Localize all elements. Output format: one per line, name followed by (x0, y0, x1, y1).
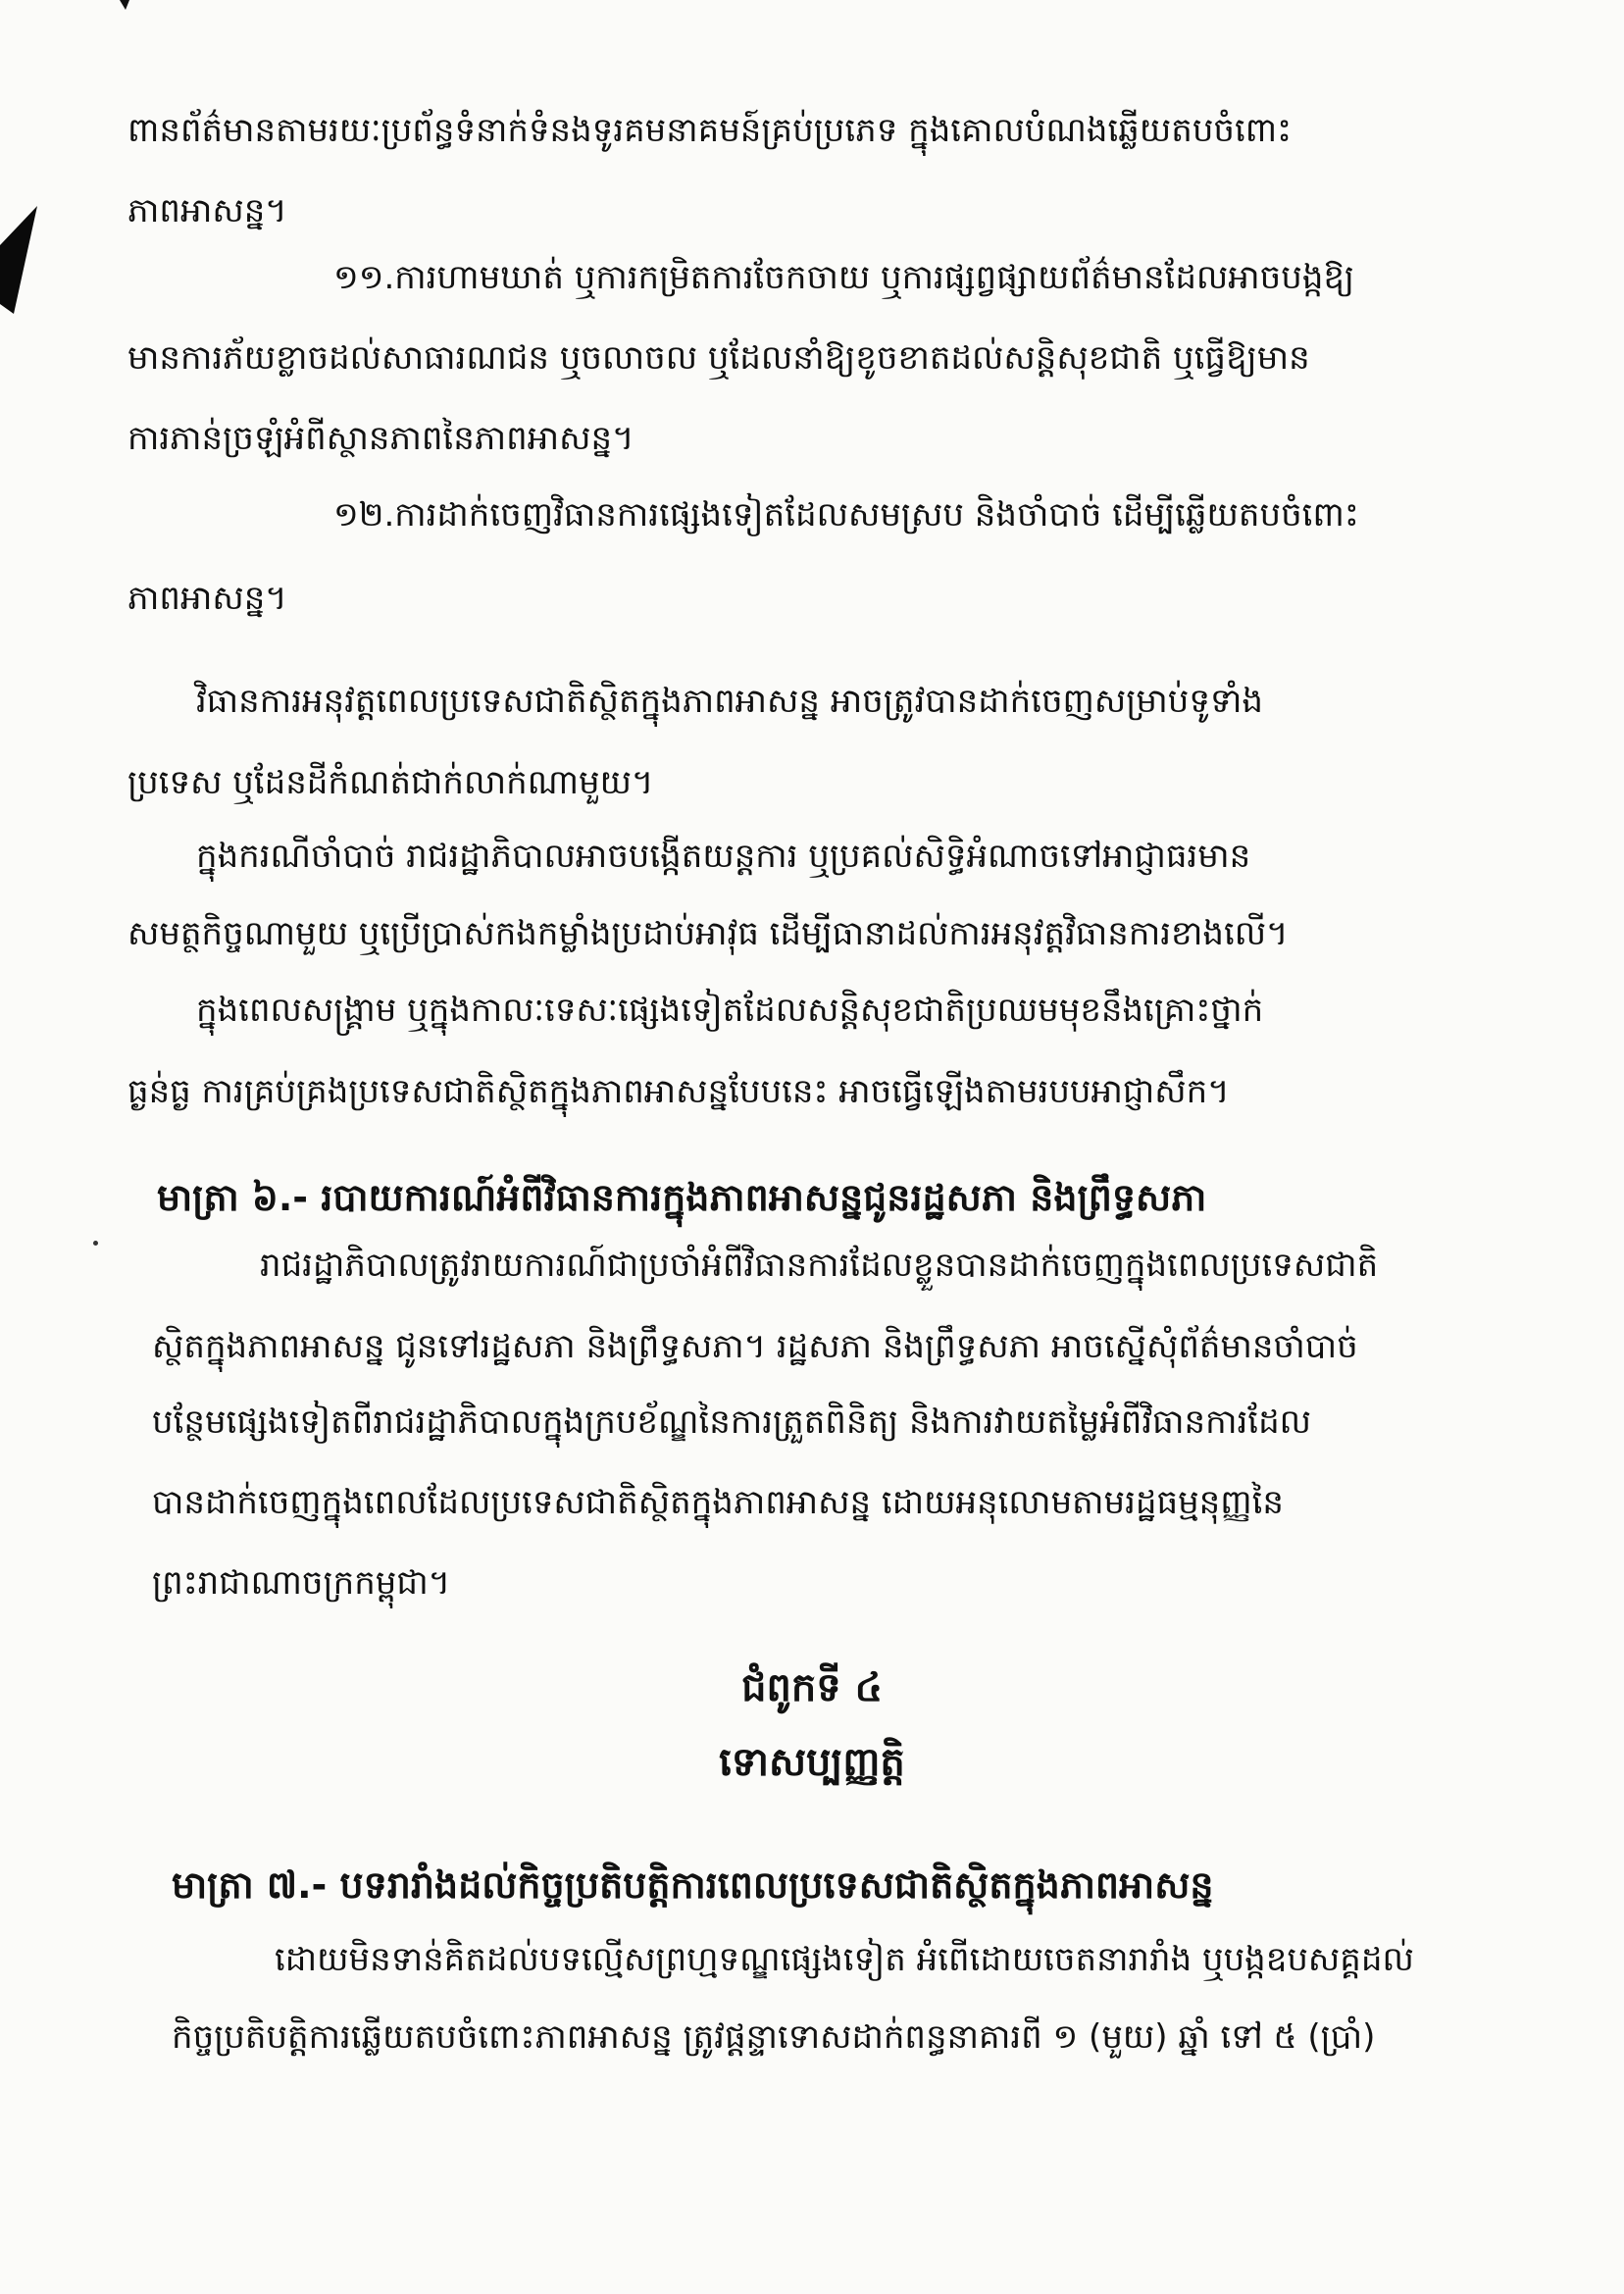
text-line: ស្ថិតក្នុងភាពអាសន្ន ជូនទៅរដ្ឋសភា និងព្រឹទ្ធសភា។ រដ្ឋសភា និងព្រឹទ្ធសភា អាចស្នើសុំព័ត៌មានចាំបាច់ (152, 1327, 1358, 1366)
chapter-title: ទោសប្បញ្ញត្តិ (719, 1740, 905, 1785)
text-line: សមត្ថកិច្ចណាមួយ ឬប្រើប្រាស់កងកម្លាំងប្រដាប់អាវុធ ដើម្បីធានាដល់ការអនុវត្តវិធានការខាងលើ។ (127, 914, 1289, 953)
article-7-heading: មាត្រា ៧.- បទរារាំងដល់កិច្ចប្រតិបត្តិការពេលប្រទេសជាតិស្ថិតក្នុងភាពអាសន្ន (172, 1863, 1214, 1907)
text-line: ១១.ការហាមឃាត់ ឬការកម្រិតការចែកចាយ ឬការផ្សព្វផ្សាយព័ត៌មានដែលអាចបង្កឱ្យ (333, 258, 1355, 297)
text-line: ព្រះរាជាណាចក្រកម្ពុជា។ (152, 1563, 451, 1603)
text-line: ប្រទេស ឬដែនដីកំណត់ជាក់លាក់ណាមួយ។ (127, 763, 654, 802)
text-line: ១២.ការដាក់ចេញវិធានការផ្សេងទៀតដែលសមស្រប និងចាំបាច់ ដើម្បីឆ្លើយតបចំពោះ (333, 495, 1359, 535)
text-line: ភាពអាសន្ន។ (127, 579, 287, 618)
speck (93, 1241, 98, 1246)
text-line: ភាពអាសន្ន។ (127, 191, 287, 230)
chapter-number: ជំពូកទី ៤ (741, 1665, 883, 1710)
text-line: រាជរដ្ឋាភិបាលត្រូវរាយការណ៍ជាប្រចាំអំពីវិធានការដែលខ្លួនបានដាក់ចេញក្នុងពេលប្រទេសជាតិ (260, 1246, 1379, 1285)
scan-mark-left (0, 206, 39, 314)
text-line: បន្ថែមផ្សេងទៀតពីរាជរដ្ឋាភិបាលក្នុងក្របខ័ណ្ឌនៃការត្រួតពិនិត្យ និងការវាយតម្លៃអំពីវិធានការដែល (152, 1402, 1312, 1442)
text-line: កិច្ចប្រតិបត្តិការឆ្លើយតបចំពោះភាពអាសន្ន ត្រូវផ្តន្ទាទោសដាក់ពន្ធនាគារពី ១ (មួយ) ឆ្នាំ ទៅ ៥ (ប្រាំ) (172, 2017, 1376, 2057)
text-line: ក្នុងពេលសង្គ្រាម ឬក្នុងកាលៈទេសៈផ្សេងទៀតដែលសន្តិសុខជាតិប្រឈមមុខនឹងគ្រោះថ្នាក់ (196, 991, 1264, 1030)
text-line: ពានព័ត៌មានតាមរយៈប្រព័ន្ធទំនាក់ទំនងទូរគមនាគមន៍គ្រប់ប្រភេទ ក្នុងគោលបំណងឆ្លើយតបចំពោះ (127, 111, 1293, 150)
text-line: ធ្ងន់ធ្ង ការគ្រប់គ្រងប្រទេសជាតិស្ថិតក្នុងភាពអាសន្នបែបនេះ អាចធ្វើឡើងតាមរបបអាជ្ញាសឹក។ (127, 1072, 1230, 1111)
scan-mark-top (118, 0, 131, 10)
text-line: ដោយមិនទាន់គិតដល់បទល្មើសព្រហ្មទណ្ឌផ្សេងទៀត អំពើដោយចេតនារារាំង ឬបង្កឧបសគ្គដល់ (275, 1940, 1414, 1979)
text-line: វិធានការអនុវត្តពេលប្រទេសជាតិស្ថិតក្នុងភាពអាសន្ន អាចត្រូវបានដាក់ចេញសម្រាប់ទូទាំង (196, 682, 1263, 721)
article-6-heading: មាត្រា ៦.- របាយការណ៍អំពីវិធានការក្នុងភាពអាសន្នជូនរដ្ឋសភា និងព្រឹទ្ធសភា (157, 1176, 1207, 1219)
text-line: ការភាន់ច្រឡំអំពីស្ថានភាពនៃភាពអាសន្ន។ (127, 419, 634, 458)
text-line: បានដាក់ចេញក្នុងពេលដែលប្រទេសជាតិស្ថិតក្នុងភាពអាសន្ន ដោយអនុលោមតាមរដ្ឋធម្មនុញ្ញនៃ (152, 1483, 1284, 1522)
text-line: មានការភ័យខ្លាចដល់សាធារណជន ឬចលាចល ឬដែលនាំឱ្យខូចខាតដល់សន្តិសុខជាតិ ឬធ្វើឱ្យមាន (127, 338, 1310, 378)
text-line: ក្នុងករណីចាំបាច់ រាជរដ្ឋាភិបាលអាចបង្កើតយន្តការ ឬប្រគល់សិទ្ធិអំណាចទៅអាជ្ញាធរមាន (196, 837, 1251, 876)
